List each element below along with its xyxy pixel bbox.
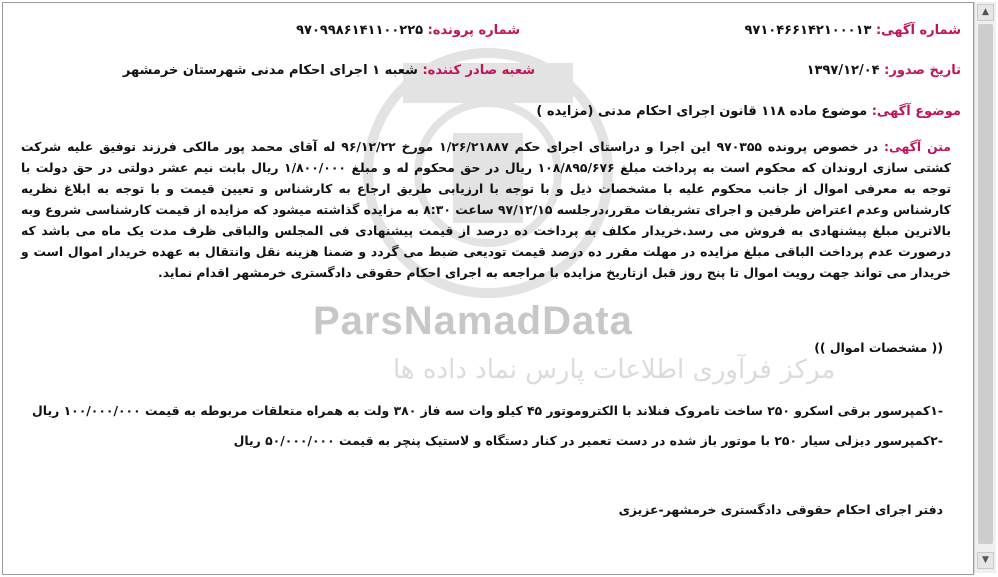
notice-body-text: در خصوص پرونده ۹۷۰۳۵۵ این اجرا و دراستای اجرای حکم ۱/۲۶/۲۱۸۸۷ مورخ ۹۶/۱۲/۲۲ له آقای محمد پور مالکی فرزند توفیق علیه شرکت کشتی سازی اروندان که محکوم است به پرداخت مبلغ ۱۰۸/۸۹۵/۶۷۶ ریال در حق محکوم له و مبلغ ۱/۸۰۰/۰۰۰ ریال بابت نیم عشر دولتی در حق دولت با توجه به معرفی اموال از جانب محکوم علیه با مشخصات ذیل و با توجه با ارزیابی طریق ارجاع به کارشناس و تعیین قیمت و با توجه به ابلاغ نظریه کارشناس وعدم اعتراض طرفین و اجرای تشریفات مقرر،درجلسه ۹۷/۱۲/۱۵ ساعت ۸:۳۰ به مزایده گذاشته میشود که مزایده از قیمت کارشناسی شروع وبه بالاترین مبلغ پیشنهادی به فروش می رسد.خریدار مکلف به پرداخت ده درصد از قیمت پیشنهادی فی المجلس والباقی ظرف مدت یک ماه می باشد که درصورت عدم پرداخت الباقی مبلغ مزایده در مهلت مقرر ده درصد قیمت تودیعی ضبط می گردد و ضمنا هزینه نقل وانتقال به عهده خریدار اموال است و خریدار می تواند جهت رویت اموال تا پنج روز قبل ازتاریخ مزایده با مراجعه به اجرای احکام حقوقی دادگستری خرمشهر اقدام نماید. <box>21 139 951 280</box>
asset-item-2: -۲کمپرسور دیزلی سیار ۲۵۰ با موتور باز شده در دست تعمیر در کنار دستگاه و لاستیک پنچر به قیمت ۵۰/۰۰۰/۰۰۰ ریال <box>233 433 943 448</box>
notice-body <box>21 136 951 283</box>
asset-item-1: -۱کمپرسور برقی اسکرو ۲۵۰ ساخت تامروک فنلاند با الکتروموتور ۴۵ کیلو وات سه فاز ۳۸۰ ولت به همراه متعلقات مربوطه به قیمت ۱۰۰/۰۰۰/۰۰۰ ریال <box>32 403 943 418</box>
issuing-branch-value: شعبه ۱ اجرای احکام مدنی شهرستان خرمشهر <box>122 63 418 78</box>
scroll-down-icon[interactable]: ▼ <box>977 552 994 569</box>
document-frame <box>2 2 974 575</box>
ad-number-field <box>745 23 962 38</box>
scroll-up-icon[interactable]: ▲ <box>977 4 994 21</box>
issuing-branch-label: شعبه صادر کننده: <box>422 63 535 78</box>
issue-date-field <box>807 63 961 78</box>
scroll-thumb[interactable] <box>978 24 993 544</box>
issuing-branch-field <box>123 63 535 78</box>
vertical-scrollbar[interactable] <box>974 2 996 573</box>
ad-number-label: شماره آگهی: <box>875 23 961 38</box>
subject-label: موضوع آگهی: <box>871 104 961 119</box>
issue-date-value: ۱۳۹۷/۱۲/۰۴ <box>806 63 880 78</box>
ad-number-value: ۹۷۱۰۴۶۶۱۴۲۱۰۰۰۱۳ <box>744 23 872 38</box>
case-number-value: ۹۷۰۹۹۸۶۱۴۱۱۰۰۲۲۵ <box>296 23 424 38</box>
case-number-field <box>296 23 520 38</box>
watermark-brand: ParsNamadData <box>313 299 633 343</box>
subject-value: موضوع ماده ۱۱۸ قانون اجرای احکام مدنی (مزایده ) <box>536 104 868 119</box>
case-number-label: شماره پرونده: <box>427 23 520 38</box>
notice-body-label: متن آگهی: <box>884 139 951 154</box>
watermark-tagline: مرکز فرآوری اطلاعات پارس نماد داده ها <box>393 355 836 385</box>
signature-line: دفتر اجرای احکام حقوقی دادگستری خرمشهر-عزیزی <box>618 502 943 517</box>
subject-field <box>536 104 961 119</box>
assets-heading: (( مشخصات اموال )) <box>814 340 943 355</box>
issue-date-label: تاریخ صدور: <box>884 63 961 78</box>
